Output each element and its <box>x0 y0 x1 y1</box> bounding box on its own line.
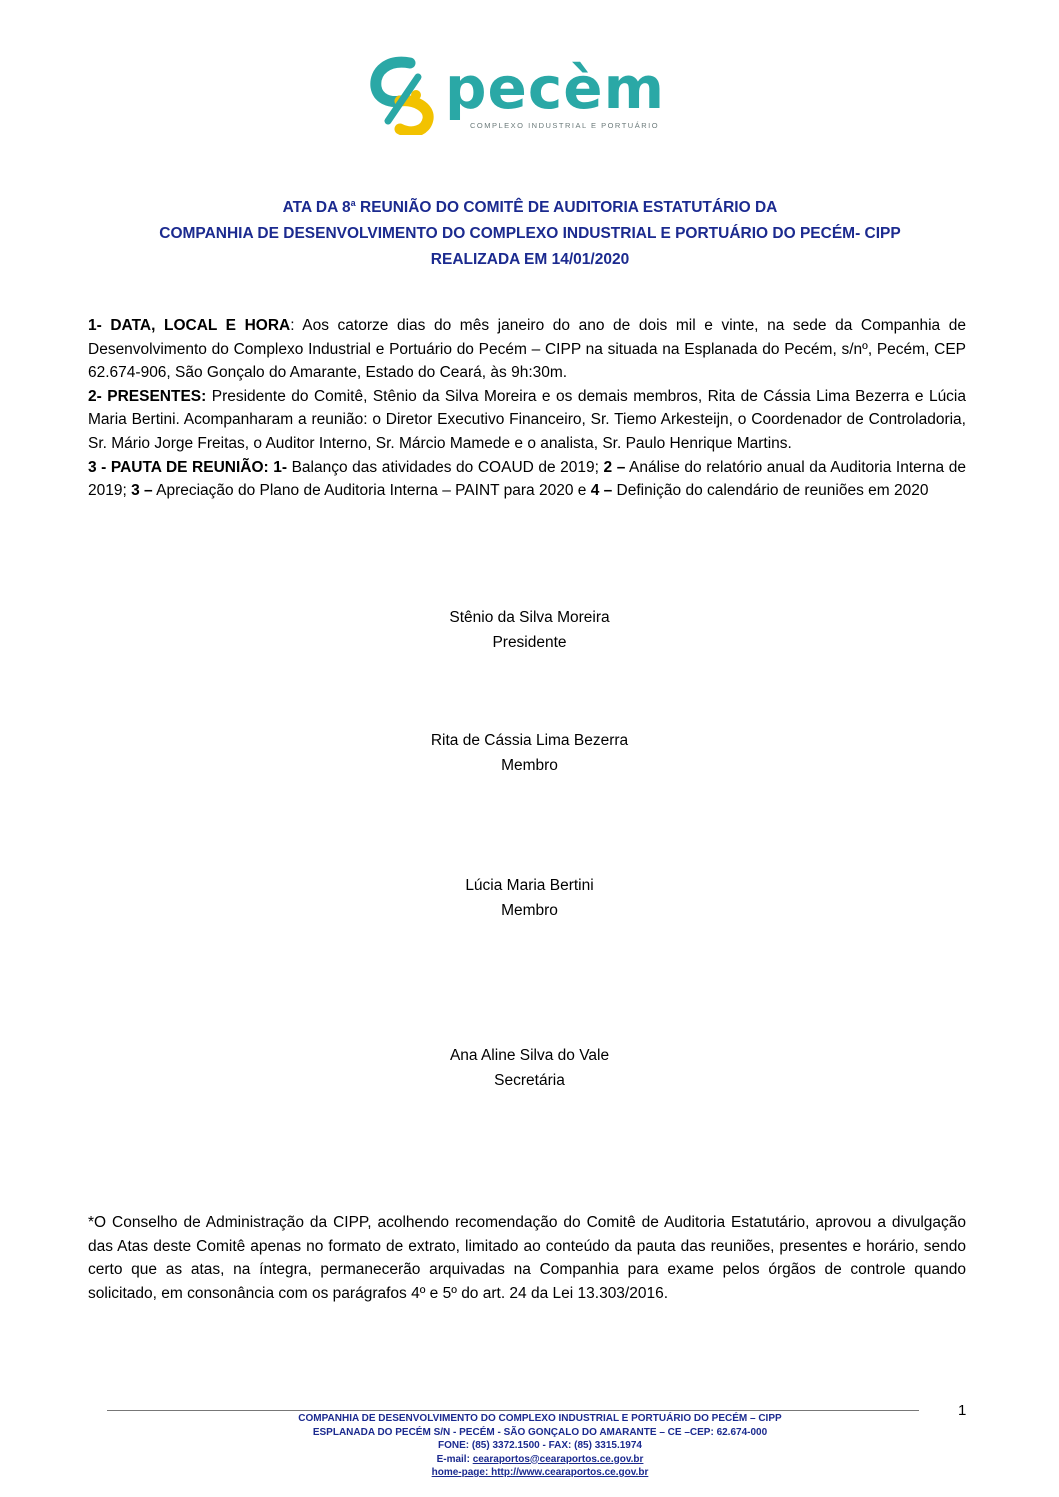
company-logo <box>370 54 666 135</box>
signature-block <box>0 1043 1059 1093</box>
footer-divider <box>107 1410 919 1411</box>
section-date-place-time: 1- DATA, LOCAL E HORA: Aos catorze dias do mês janeiro do ano de dois mil e vinte, na sede da Companhia de Desenvolvimento do Complexo Industrial e Portuário do Pecém – CIPP na situada na Esplanada do Pecém, s/nº, Pecém, CEP 62.674-906, São Gonçalo do Amarante, Estado do Ceará, às 9h:30m. <box>88 317 966 382</box>
signature-block <box>0 873 1059 923</box>
title-line-3: REALIZADA EM 14/01/2020 <box>430 251 630 268</box>
signature-block <box>0 728 1059 778</box>
signatory-role: Membro <box>501 757 558 774</box>
logo-tagline: COMPLEXO INDUSTRIAL E PORTUÁRIO <box>470 121 660 130</box>
document-title <box>60 190 1000 273</box>
title-line-1: ATA DA 8$^a$ REUNIÃO DO COMITÊ DE AUDITORIA ESTATUTÁRIO DA <box>282 198 778 216</box>
signatory-name: Ana Aline Silva do Vale <box>449 1047 610 1064</box>
section-agenda: 3 - PAUTA DE REUNIÃO: 1- Balanço das atividades do COAUD de 2019; 2 – Análise do relatório anual da Auditoria Interna de 2019; 3 – Apreciação do Plano de Auditoria Interna – PAINT para 2020 e 4 – Definição do calendário de reuniões em 2020 <box>88 458 966 500</box>
footer-email-row: E-mail: cearaportos@cearaportos.ce.gov.br <box>436 1453 644 1465</box>
logo-wordmark: pecèm <box>445 54 666 122</box>
footer-company: COMPANHIA DE DESENVOLVIMENTO DO COMPLEXO INDUSTRIAL E PORTUÁRIO DO PECÉM – CIPP <box>298 1413 782 1424</box>
signature-block <box>0 605 1059 655</box>
signatory-name: Lúcia Maria Bertini <box>465 877 594 894</box>
footer-phone: FONE: (85) 3372.1500 - FAX: (85) 3315.1974 <box>438 1440 642 1451</box>
signatory-name: Stênio da Silva Moreira <box>449 609 610 626</box>
section-attendees: 2- PRESENTES: Presidente do Comitê, Stênio da Silva Moreira e os demais membros, Rita de Cássia Lima Bezerra e Lúcia Maria Bertini. Acompanharam a reunião: o Diretor Executivo Financeiro, Sr. Tiemo Arkesteijn, o Coordenador de Controladoria, Sr. Mário Jorge Freitas, o Auditor Interno, Sr. Márcio Mamede e o analista, Sr. Paulo Henrique Martins. <box>88 387 966 452</box>
footer-email-link[interactable]: cearaportos@cearaportos.ce.gov.br <box>472 1453 644 1465</box>
page-footer <box>170 1412 910 1480</box>
footnote: *O Conselho de Administração da CIPP, acolhendo recomendação do Comitê de Auditoria Estatutário, aprovou a divulgação das Atas deste Comitê apenas no formato de extrato, limitado ao conteúdo da pauta das reuniões, presentes e horário, sendo certo que as atas, na íntegra, permanecerão arquivadas na Companhia para exame pelos órgãos de controle quando solicitado, em consonância com os parágrafos 4º e 5º do art. 24 da Lei 13.303/2016. <box>88 1214 966 1302</box>
logo-mark-icon <box>370 55 440 135</box>
title-line-2: COMPANHIA DE DESENVOLVIMENTO DO COMPLEXO INDUSTRIAL E PORTUÁRIO DO PECÉM- CIPP <box>159 225 901 242</box>
signatory-role: Membro <box>501 902 558 919</box>
footer-address: ESPLANADA DO PECÉM S/N - PECÉM - SÃO GONÇALO DO AMARANTE – CE –CEP: 62.674-000 <box>312 1426 768 1438</box>
signatory-role: Secretária <box>494 1072 565 1089</box>
signatory-role: Presidente <box>492 634 567 651</box>
page-number: 1 <box>958 1402 967 1419</box>
minutes-body <box>88 314 966 503</box>
signatory-name: Rita de Cássia Lima Bezerra <box>430 732 629 749</box>
footer-homepage-link[interactable]: home-page: http://www.cearaportos.ce.gov.br <box>431 1467 649 1478</box>
